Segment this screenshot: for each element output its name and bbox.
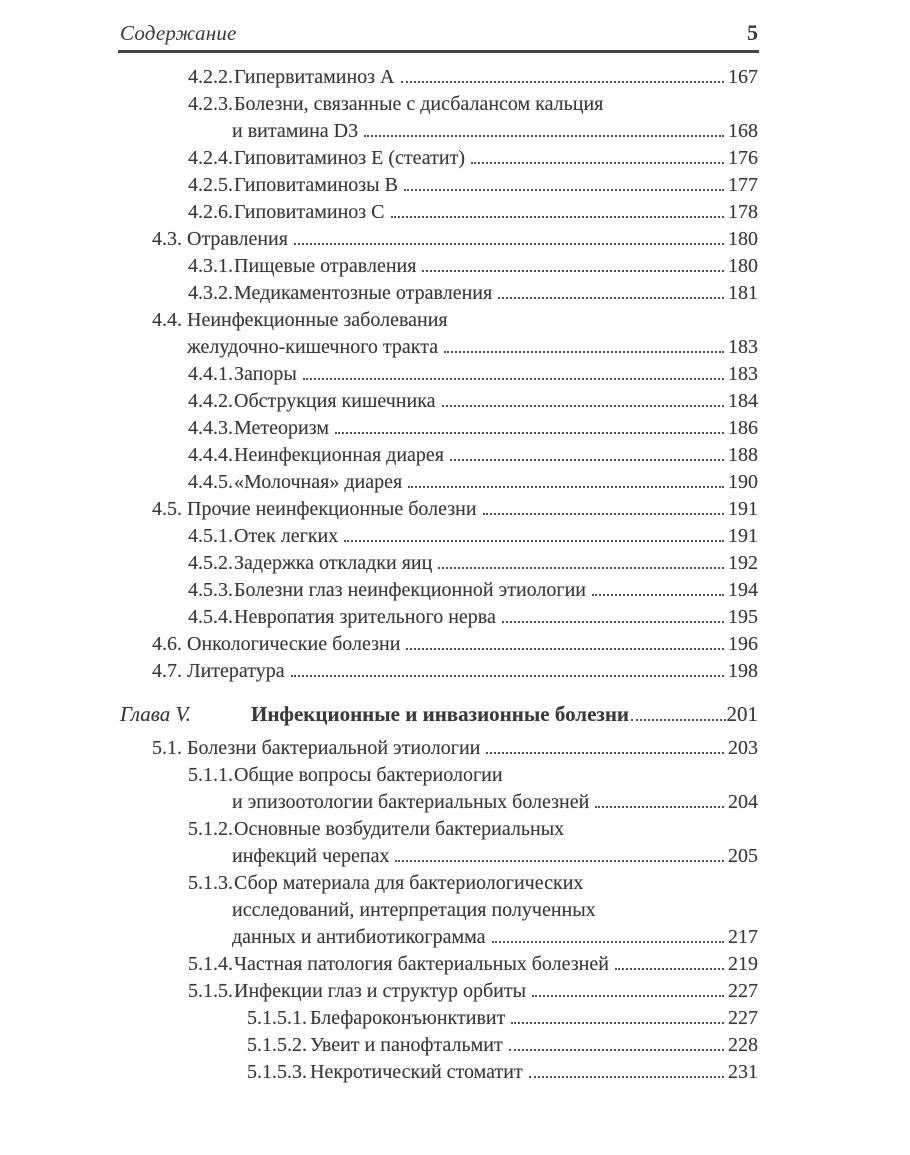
toc-line bbox=[188, 64, 758, 91]
toc-line bbox=[188, 550, 758, 577]
toc-line bbox=[152, 735, 758, 762]
toc-line bbox=[188, 469, 758, 496]
toc-entry-number: 4.5. bbox=[152, 498, 182, 520]
dot-leader bbox=[471, 162, 724, 164]
header-rule bbox=[118, 50, 759, 53]
dot-leader bbox=[502, 621, 724, 623]
toc-entry-number: 4.7. bbox=[152, 660, 182, 682]
toc-entry-number: 4.2.3. bbox=[188, 93, 233, 115]
toc-entry-page: 192 bbox=[728, 552, 758, 574]
dot-leader bbox=[291, 675, 724, 677]
toc-entry-title: Общие вопросы бактериологии bbox=[234, 764, 503, 786]
toc-line bbox=[188, 523, 758, 550]
toc-entry-number: 4.3.2. bbox=[188, 282, 233, 304]
toc-entry-number: 4.2.4. bbox=[188, 147, 233, 169]
dot-leader bbox=[406, 648, 724, 650]
toc-entry-page: 219 bbox=[728, 953, 758, 975]
page-number: 5 bbox=[747, 20, 758, 45]
toc-entry-title: Неинфекционная диарея bbox=[234, 444, 444, 466]
toc-entry-page: 167 bbox=[728, 66, 758, 88]
toc-entry-page: 184 bbox=[728, 390, 758, 412]
toc-entry-page: 196 bbox=[728, 633, 758, 655]
toc-line bbox=[152, 631, 758, 658]
dot-leader bbox=[391, 216, 724, 218]
toc-line bbox=[247, 1059, 758, 1086]
toc-entry-number: 4.2.5. bbox=[188, 174, 233, 196]
table-of-contents bbox=[120, 64, 758, 1086]
toc-entry-number: 4.3.1. bbox=[188, 255, 233, 277]
toc-entry-page: 176 bbox=[728, 147, 758, 169]
toc-entry-page: 203 bbox=[728, 737, 758, 759]
toc-entry-title: Болезни, связанные с дисбалансом кальция bbox=[234, 93, 604, 115]
running-header-title: Содержание bbox=[120, 21, 237, 45]
toc-entry-number: 4.4.3. bbox=[188, 417, 233, 439]
toc-entry-title: Блефароконъюнктивит bbox=[310, 1007, 506, 1029]
toc-entry-number: 5.1. bbox=[152, 737, 182, 759]
toc-entry-title: Сбор материала для бактериологических bbox=[234, 872, 584, 894]
toc-entry-number: 5.1.5.3. bbox=[247, 1061, 307, 1083]
toc-entry-page: 204 bbox=[728, 791, 758, 813]
dot-leader bbox=[509, 1049, 724, 1051]
toc-entry-number: 4.2.2. bbox=[188, 66, 233, 88]
toc-entry-title: Гиповитаминоз Е (стеатит) bbox=[234, 147, 465, 169]
toc-entry-number: 4.4.5. bbox=[188, 471, 233, 493]
toc-entry-title: и витамина D3 bbox=[232, 120, 359, 142]
toc-line bbox=[188, 978, 758, 1005]
toc-line bbox=[188, 91, 758, 118]
dot-leader bbox=[615, 968, 724, 970]
toc-entry-number: 5.1.5.1. bbox=[247, 1007, 307, 1029]
toc-entry-title: Инфекции глаз и структур орбиты bbox=[234, 980, 527, 1002]
toc-entry-number: 4.5.2. bbox=[188, 552, 233, 574]
toc-entry-title: Гиповитаминозы В bbox=[234, 174, 398, 196]
toc-line bbox=[232, 789, 758, 816]
toc-entry-number: 4.2.6. bbox=[188, 201, 233, 223]
dot-leader bbox=[592, 594, 724, 596]
toc-entry-title: данных и антибиотикограмма bbox=[232, 926, 486, 948]
toc-line bbox=[188, 388, 758, 415]
toc-line bbox=[188, 442, 758, 469]
toc-entry-title: Болезни глаз неинфекционной этиологии bbox=[234, 579, 586, 601]
toc-entry-page: 227 bbox=[728, 980, 758, 1002]
toc-entry-title: Пищевые отравления bbox=[234, 255, 417, 277]
toc-entry-title: Отек легких bbox=[234, 525, 339, 547]
toc-line bbox=[152, 226, 758, 253]
toc-entry-page: 168 bbox=[728, 120, 758, 142]
toc-entry-title: Отравления bbox=[187, 228, 288, 250]
toc-line bbox=[188, 280, 758, 307]
toc-entry-title: и эпизоотологии бактериальных болезней bbox=[232, 791, 590, 813]
toc-entry-title: Запоры bbox=[234, 363, 297, 385]
toc-entry-page: 190 bbox=[728, 471, 758, 493]
toc-line bbox=[188, 199, 758, 226]
toc-entry-page: 227 bbox=[728, 1007, 758, 1029]
dot-leader bbox=[335, 432, 724, 434]
dot-leader bbox=[529, 1076, 724, 1078]
toc-entry-title: желудочно-кишечного тракта bbox=[187, 336, 439, 358]
toc-entry-page: 201 bbox=[726, 702, 758, 726]
toc-entry-number: 5.1.5.2. bbox=[247, 1034, 307, 1056]
toc-entry-number: 5.1.2. bbox=[188, 818, 233, 840]
toc-line bbox=[232, 843, 758, 870]
toc-chapter-line bbox=[120, 701, 758, 728]
toc-entry-page: 194 bbox=[728, 579, 758, 601]
toc-line bbox=[232, 897, 758, 924]
toc-entry-title: Инфекционные и инвазионные болезни bbox=[251, 702, 630, 726]
toc-line bbox=[188, 415, 758, 442]
toc-entry-page: 191 bbox=[728, 525, 758, 547]
dot-leader bbox=[498, 297, 724, 299]
toc-entry-title: Невропатия зрительного нерва bbox=[234, 606, 496, 628]
toc-line bbox=[188, 604, 758, 631]
toc-entry-number: 4.4.1. bbox=[188, 363, 233, 385]
toc-entry-number: 4.6. bbox=[152, 633, 182, 655]
toc-entry-title: «Молочная» диарея bbox=[234, 471, 403, 493]
toc-entry-number: 4.4.2. bbox=[188, 390, 233, 412]
toc-entry-number: Глава V. bbox=[120, 702, 191, 726]
toc-entry-number: 4.5.3. bbox=[188, 579, 233, 601]
toc-line bbox=[188, 253, 758, 280]
dot-leader bbox=[532, 995, 724, 997]
toc-line bbox=[247, 1005, 758, 1032]
page-header bbox=[120, 20, 758, 46]
toc-entry-title: Обструкция кишечника bbox=[234, 390, 436, 412]
toc-entry-page: 183 bbox=[728, 336, 758, 358]
toc-line bbox=[188, 172, 758, 199]
toc-entry-page: 195 bbox=[728, 606, 758, 628]
dot-leader bbox=[631, 719, 725, 721]
toc-line bbox=[187, 334, 758, 361]
toc-line bbox=[232, 118, 758, 145]
toc-entry-number: 5.1.5. bbox=[188, 980, 233, 1002]
toc-entry-number: 4.5.1. bbox=[188, 525, 233, 547]
dot-leader bbox=[438, 567, 724, 569]
toc-entry-page: 178 bbox=[728, 201, 758, 223]
dot-leader bbox=[344, 540, 724, 542]
dot-leader bbox=[492, 941, 724, 943]
toc-line bbox=[188, 816, 758, 843]
dot-leader bbox=[486, 752, 724, 754]
dot-leader bbox=[483, 513, 724, 515]
toc-line bbox=[152, 658, 758, 685]
toc-entry-number: 5.1.3. bbox=[188, 872, 233, 894]
toc-entry-title: Прочие неинфекционные болезни bbox=[187, 498, 477, 520]
toc-entry-page: 183 bbox=[728, 363, 758, 385]
dot-leader bbox=[422, 270, 724, 272]
toc-entry-title: Частная патология бактериальных болезней bbox=[234, 953, 609, 975]
toc-entry-page: 198 bbox=[728, 660, 758, 682]
toc-line bbox=[152, 496, 758, 523]
dot-leader bbox=[294, 243, 724, 245]
toc-entry-title: Онкологические болезни bbox=[187, 633, 401, 655]
toc-entry-title: Неинфекционные заболевания bbox=[187, 309, 448, 331]
toc-entry-title: исследований, интерпретация полученных bbox=[232, 899, 596, 921]
toc-entry-title: Гиповитаминоз С bbox=[234, 201, 385, 223]
toc-entry-page: 228 bbox=[728, 1034, 758, 1056]
dot-leader bbox=[395, 860, 724, 862]
toc-entry-page: 180 bbox=[728, 228, 758, 250]
dot-leader bbox=[442, 405, 725, 407]
toc-line bbox=[188, 361, 758, 388]
dot-leader bbox=[450, 459, 724, 461]
dot-leader bbox=[364, 135, 724, 137]
toc-line bbox=[188, 870, 758, 897]
toc-line bbox=[188, 951, 758, 978]
toc-entry-number: 5.1.4. bbox=[188, 953, 233, 975]
toc-line bbox=[152, 307, 758, 334]
dot-leader bbox=[408, 486, 724, 488]
toc-line bbox=[188, 577, 758, 604]
toc-entry-title: Основные возбудители бактериальных bbox=[234, 818, 565, 840]
toc-entry-title: Некротический стоматит bbox=[310, 1061, 523, 1083]
toc-entry-number: 5.1.1. bbox=[188, 764, 233, 786]
toc-entry-number: 4.4.4. bbox=[188, 444, 233, 466]
dot-leader bbox=[303, 378, 724, 380]
toc-entry-number: 4.4. bbox=[152, 309, 182, 331]
toc-line bbox=[188, 762, 758, 789]
dot-leader bbox=[444, 351, 724, 353]
toc-entry-page: 177 bbox=[728, 174, 758, 196]
toc-entry-title: инфекций черепах bbox=[232, 845, 390, 867]
toc-entry-title: Медикаментозные отравления bbox=[234, 282, 493, 304]
toc-entry-page: 188 bbox=[728, 444, 758, 466]
toc-entry-page: 180 bbox=[728, 255, 758, 277]
dot-leader bbox=[404, 189, 724, 191]
toc-line bbox=[247, 1032, 758, 1059]
toc-entry-title: Задержка откладки яиц bbox=[234, 552, 433, 574]
toc-line bbox=[232, 924, 758, 951]
dot-leader bbox=[595, 806, 724, 808]
toc-entry-page: 231 bbox=[728, 1061, 758, 1083]
toc-entry-page: 191 bbox=[728, 498, 758, 520]
dot-leader bbox=[401, 81, 725, 83]
toc-entry-title: Гипервитаминоз А bbox=[234, 66, 395, 88]
toc-line bbox=[188, 145, 758, 172]
dot-leader bbox=[511, 1022, 724, 1024]
toc-entry-page: 181 bbox=[728, 282, 758, 304]
toc-entry-title: Литература bbox=[187, 660, 285, 682]
toc-entry-title: Метеоризм bbox=[234, 417, 329, 439]
toc-entry-number: 4.3. bbox=[152, 228, 182, 250]
toc-entry-number: 4.5.4. bbox=[188, 606, 233, 628]
toc-entry-page: 205 bbox=[728, 845, 758, 867]
toc-entry-page: 186 bbox=[728, 417, 758, 439]
toc-entry-title: Увеит и панофтальмит bbox=[310, 1034, 503, 1056]
toc-entry-page: 217 bbox=[728, 926, 758, 948]
toc-entry-title: Болезни бактериальной этиологии bbox=[187, 737, 481, 759]
